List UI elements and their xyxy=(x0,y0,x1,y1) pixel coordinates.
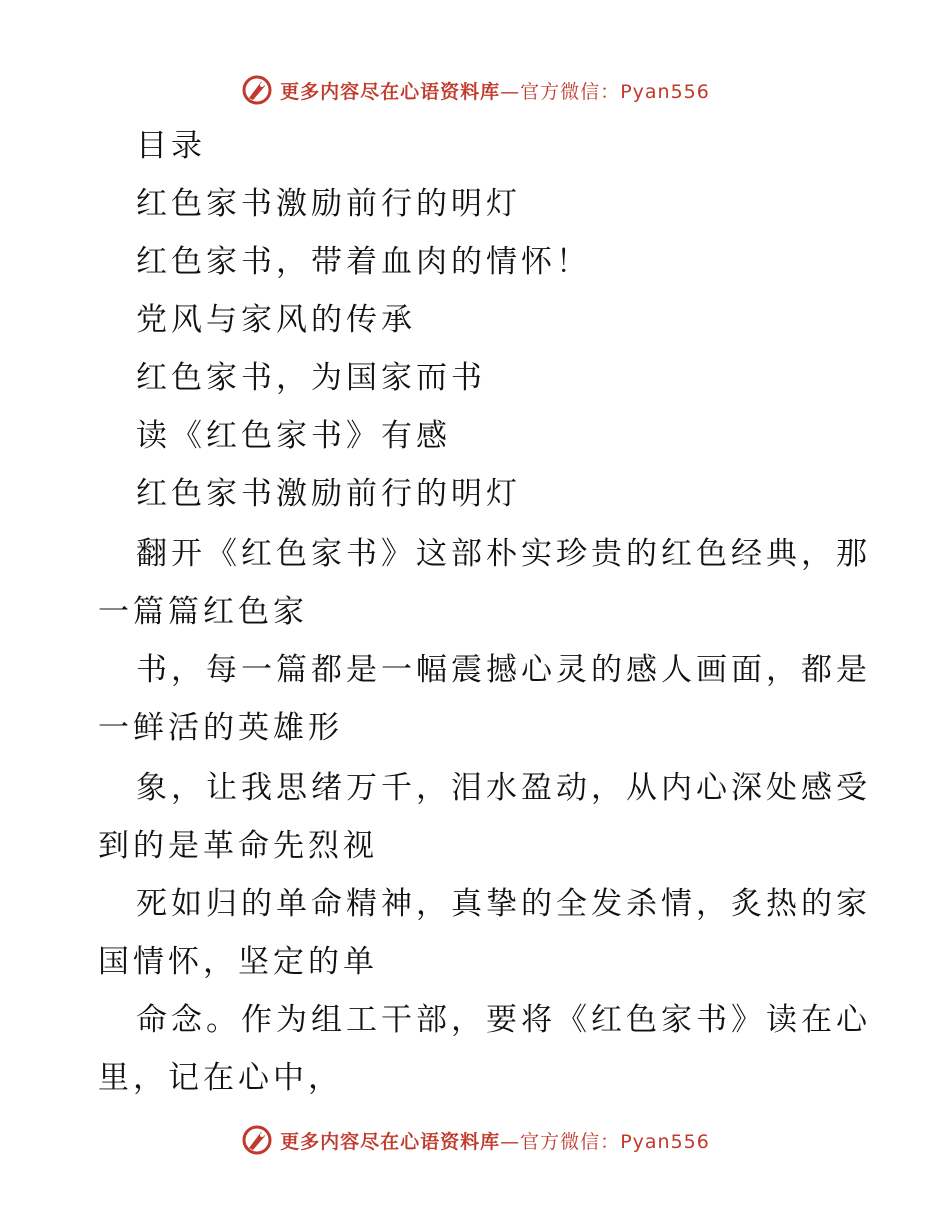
toc-item: 读《红色家书》有感 xyxy=(136,418,451,454)
paragraph-line: 命念。作为组工干部，要将《红色家书》读在心 xyxy=(136,1002,871,1038)
section-title: 红色家书激励前行的明灯 xyxy=(136,476,521,512)
toc-item: 红色家书，为国家而书 xyxy=(136,360,486,396)
footer-banner xyxy=(0,1120,950,1160)
banner-text: 更多内容尽在心语资料库—官方微信：Pyan556 xyxy=(280,80,710,103)
toc-item: 红色家书激励前行的明灯 xyxy=(136,186,521,222)
paragraph-line: 象，让我思绪万千，泪水盈动，从内心深处感受 xyxy=(136,770,871,806)
toc-item: 党风与家风的传承 xyxy=(136,302,416,338)
toc-item: 红色家书，带着血肉的情怀！ xyxy=(136,244,591,280)
toc-heading: 目录 xyxy=(136,128,206,164)
paragraph-line: 一鲜活的英雄形 xyxy=(98,710,343,746)
paragraph-line: 翻开《红色家书》这部朴实珍贵的红色经典，那 xyxy=(136,536,871,572)
paragraph-line: 一篇篇红色家 xyxy=(98,594,308,630)
paragraph-line: 死如归的单命精神，真挚的全发杀情，炙热的家 xyxy=(136,886,871,922)
pen-nib-logo-icon xyxy=(240,73,274,107)
paragraph-line: 里，记在心中， xyxy=(98,1060,343,1096)
pen-nib-logo-icon xyxy=(240,1123,274,1157)
paragraph-line: 国情怀，坚定的单 xyxy=(98,944,378,980)
paragraph-line: 书，每一篇都是一幅震撼心灵的感人画面，都是 xyxy=(136,652,871,688)
banner-text: 更多内容尽在心语资料库—官方微信：Pyan556 xyxy=(280,1130,710,1153)
paragraph-line: 到的是革命先烈视 xyxy=(98,828,378,864)
header-banner xyxy=(0,70,950,110)
